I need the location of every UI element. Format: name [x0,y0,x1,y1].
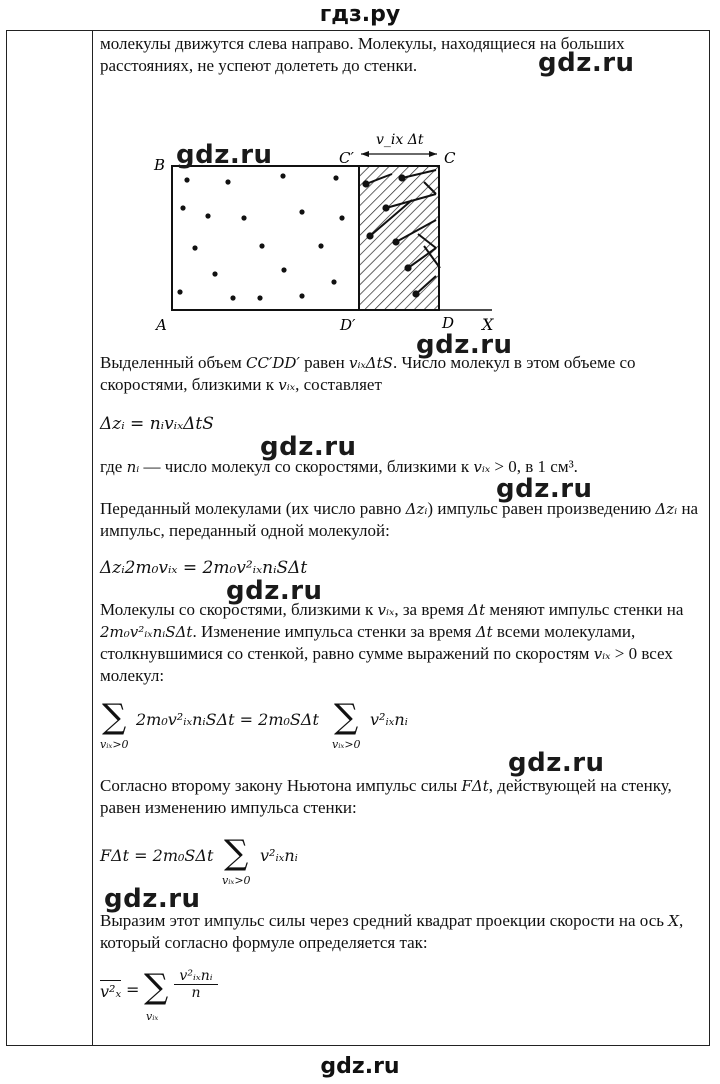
equation-5 [100,968,320,1028]
site-footer-label[interactable]: gdz.ru [320,1054,400,1079]
watermark: gdz.ru [508,748,605,778]
watermark: gdz.ru [496,474,593,504]
label-a: A [156,316,167,334]
label-d: D [442,314,455,332]
label-c-prime: C′ [339,149,354,167]
paragraph-6: Согласно второму закону Ньютона импульс силы FΔt, действующей на стенку, равен изменению импульса стенки: [100,776,672,817]
label-x: X [482,315,494,334]
eq3-left: 2m₀v²ᵢₓnᵢSΔt = 2m₀SΔt [136,710,319,729]
watermark: gdz.ru [176,140,273,170]
watermark: gdz.ru [538,48,635,78]
watermark: gdz.ru [260,432,357,462]
paragraph-2: Выделенный объем CC′DD′ равен vᵢₓΔtS. Число молекул в этом объеме со скоростями, близкими к vᵢₓ, составляет [100,353,636,394]
paragraph-3: где nᵢ — число молекул со скоростями, близкими к vᵢₓ > 0, в 1 см³. [100,457,578,476]
paragraph-5: Молекулы со скоростями, близкими к vᵢₓ, за время Δt меняют импульс стенки на 2m₀v²ᵢₓnᵢSΔt. Изменение импульса стенки за время Δt всеми молекулами, столкнувшимися со стенкой, равно сумме выражений по скоростям vᵢₓ > 0 всех молекул: [100,600,684,685]
watermark: gdz.ru [416,330,513,360]
sum-subscript: vᵢₓ>0 [332,738,361,751]
fraction-denominator: n [191,985,201,1001]
equals-sign: = [126,980,140,999]
molecule-dots [177,173,344,300]
fraction-numerator: v²ᵢₓnᵢ [174,968,218,985]
equation-3 [100,697,520,756]
watermark: gdz.ru [226,576,323,606]
fraction [174,968,218,1001]
sum-symbol: ∑ [102,697,127,737]
equation-2: Δzᵢ2m₀vᵢₓ = 2m₀v²ᵢₓnᵢSΔt [100,558,308,578]
label-b: B [154,156,166,174]
eq4-left: FΔt = 2m₀SΔt [100,846,214,865]
eq3-right: v²ᵢₓnᵢ [370,710,408,729]
paragraph-1: молекулы движутся слева направо. Молекулы, находящиеся на больших расстояниях, не успеют долететь до стенки. [100,34,625,75]
paragraph-4: Переданный молекулами (их число равно Δzᵢ) импульс равен произведению Δzᵢ на импульс, переданный одной молекулой: [100,499,699,540]
site-header-label[interactable]: гдз.ру [319,2,401,27]
column-divider [92,30,93,1046]
equation-1: Δzᵢ = nᵢvᵢₓΔtS [100,414,214,434]
label-c: C [444,149,456,167]
watermark: gdz.ru [104,884,201,914]
sum-symbol: ∑ [144,967,169,1007]
sum-subscript: vᵢₓ [146,1010,159,1023]
sum-symbol: ∑ [224,833,249,873]
sum-symbol: ∑ [334,697,359,737]
label-width: v_ix Δt [376,132,424,148]
paragraph-7: Выразим этот импульс силы через средний квадрат проекции скорости на ось X, который согласно формуле определяется так: [100,911,684,952]
sum-subscript: vᵢₓ>0 [100,738,129,751]
mean-square-velocity: v²ₓ [100,982,122,1001]
label-d-prime: D′ [340,316,356,334]
eq4-right: v²ᵢₓnᵢ [260,846,298,865]
sum-subscript: vᵢₓ>0 [222,874,251,887]
